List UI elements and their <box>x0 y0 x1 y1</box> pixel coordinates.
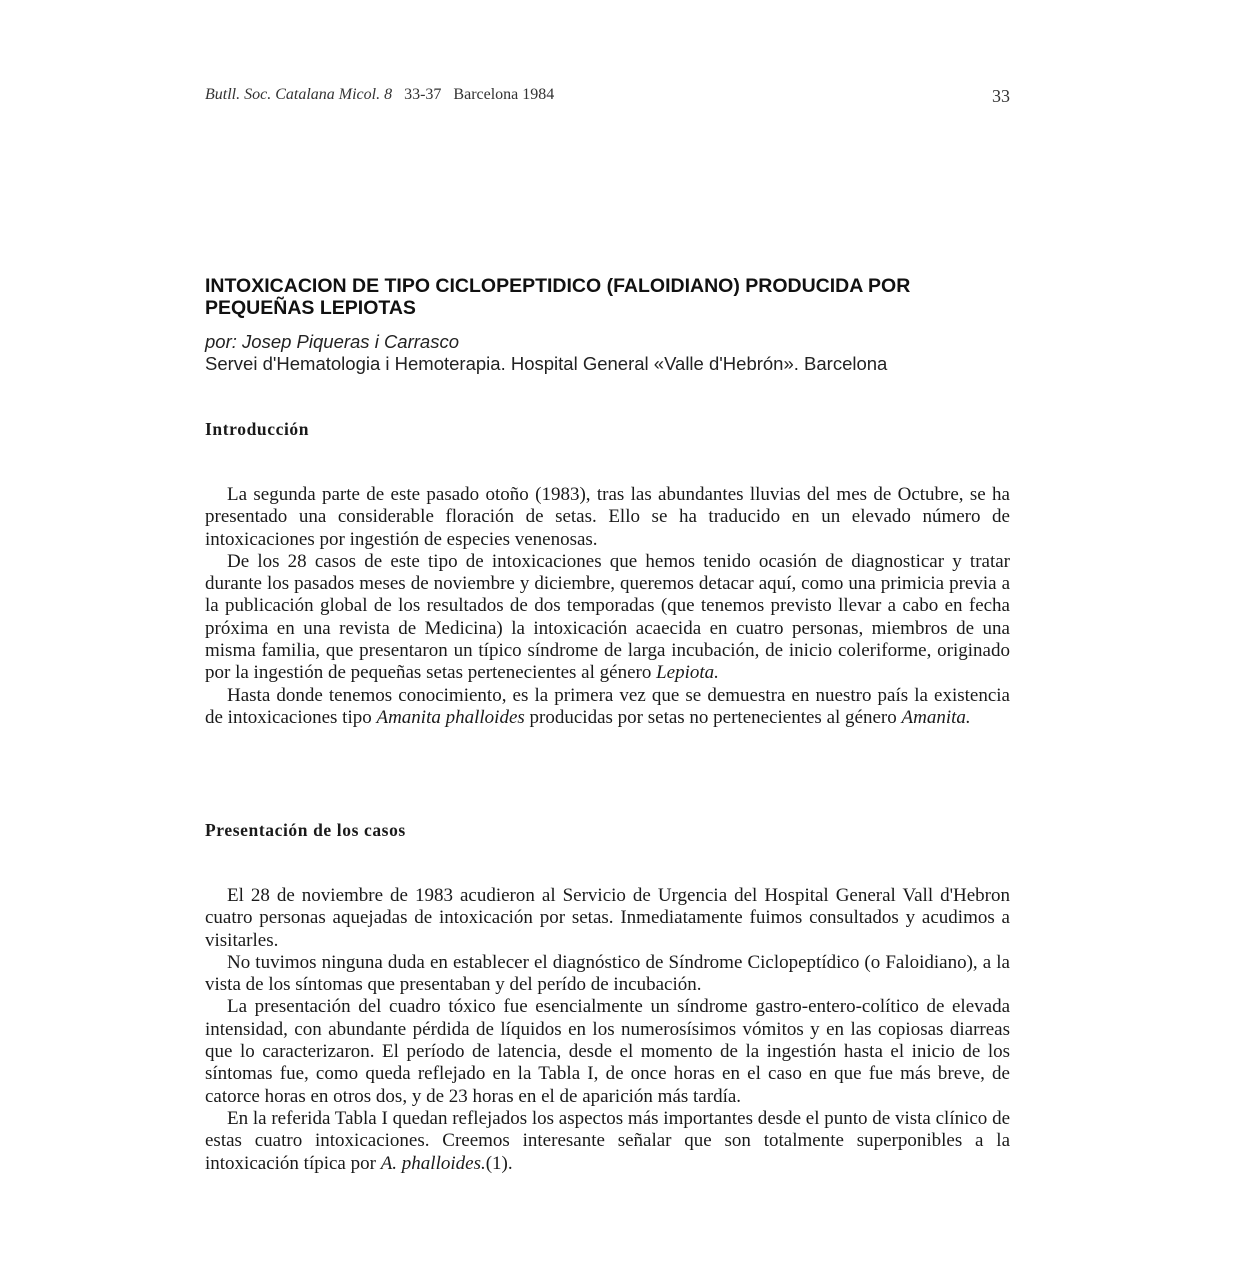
paragraph-text: Hasta donde tenemos conocimiento, es la primera vez que se demuestra en nuestro país la existencia de intoxicaciones tipo <box>205 684 1010 728</box>
author-name: Josep Piqueras i Carrasco <box>242 331 459 352</box>
paragraph-text: producidas por setas no pertenecientes al género <box>524 706 902 728</box>
page-range: 33-37 <box>404 86 442 103</box>
paragraph: La presentación del cuadro tóxico fue esencialmente un síndrome gastro-entero-colítico de elevada intensidad, con abundante pérdida de líquidos en los numerosísimos vómitos y en las copiosas diarreas que lo caracterizaron. El período de latencia, desde el momento de la ingestión hasta el inicio de los síntomas fue, como queda reflejado en la Tabla I, de once horas en el caso en que fue más breve, de catorce horas en otros dos, y de 23 horas en el de aparición más tardía. <box>205 996 1010 1107</box>
paragraph-text: En la referida Tabla I quedan reflejados los aspectos más importantes desde el punto de vista clínico de estas cuatro intoxicaciones. Creemos interesante señalar que son totalmente superponibles a la intoxicación típica por <box>205 1107 1010 1174</box>
page-number: 33 <box>992 86 1010 106</box>
paragraph <box>205 551 1010 685</box>
byline <box>205 331 1010 375</box>
author-line <box>205 331 1010 353</box>
reference-number: (1). <box>485 1152 513 1174</box>
genus-name: Lepiota. <box>656 662 719 684</box>
journal-name: Butll. Soc. Catalana Micol. 8 <box>205 86 393 103</box>
paragraph <box>205 1108 1010 1175</box>
species-name: A. phalloides. <box>380 1152 486 1174</box>
paragraph: El 28 de noviembre de 1983 acudieron al Servicio de Urgencia del Hospital General Vall d'Hebron cuatro personas aquejadas de intoxicación por setas. Inmediatamente fuimos consultados y acudimos a visitarles. <box>205 885 1010 951</box>
paragraph: La segunda parte de este pasado otoño (1983), tras las abundantes lluvias del mes de Octubre, se ha presentado una considerable floración de setas. Ello se ha traducido en un elevado número de intoxicaciones por ingestión de especies venenosas. <box>205 484 1010 550</box>
species-name: Amanita phalloides <box>376 706 525 728</box>
paragraph <box>205 685 1010 730</box>
place-year: Barcelona 1984 <box>453 86 555 103</box>
article-title: INTOXICACION DE TIPO CICLOPEPTIDICO (FALOIDIANO) PRODUCIDA POR PEQUEÑAS LEPIOTAS <box>205 275 911 319</box>
affiliation: Servei d'Hematologia i Hemoterapia. Hospital General «Valle d'Hebrón». Barcelona <box>205 353 888 374</box>
author-prefix: por: <box>205 331 237 352</box>
section-heading-introduccion: Introducción <box>205 419 310 439</box>
cases-body <box>205 885 1010 1175</box>
section-heading-presentacion: Presentación de los casos <box>205 820 406 840</box>
genus-name: Amanita. <box>901 706 971 728</box>
paragraph-text: De los 28 casos de este tipo de intoxicaciones que hemos tenido ocasión de diagnosticar y tratar durante los pasados meses de noviembre y diciembre, queremos detacar aquí, como una primicia previa a la publicación global de los resultados de dos temporadas (que tenemos previsto llevar a cabo en fecha próxima en una revista de Medicina) la intoxicación acaecida en cuatro personas, miembros de una misma familia, que presentaron un típico síndrome de larga incubación, de inicio coleriforme, originado por la ingestión de pequeñas setas pertenecientes al género <box>205 550 1010 684</box>
running-head <box>205 86 1010 104</box>
introduction-body <box>205 484 1010 729</box>
paragraph: No tuvimos ninguna duda en establecer el diagnóstico de Síndrome Ciclopeptídico (o Faloidiano), a la vista de los síntomas que presentaban y del perído de incubación. <box>205 951 1010 996</box>
